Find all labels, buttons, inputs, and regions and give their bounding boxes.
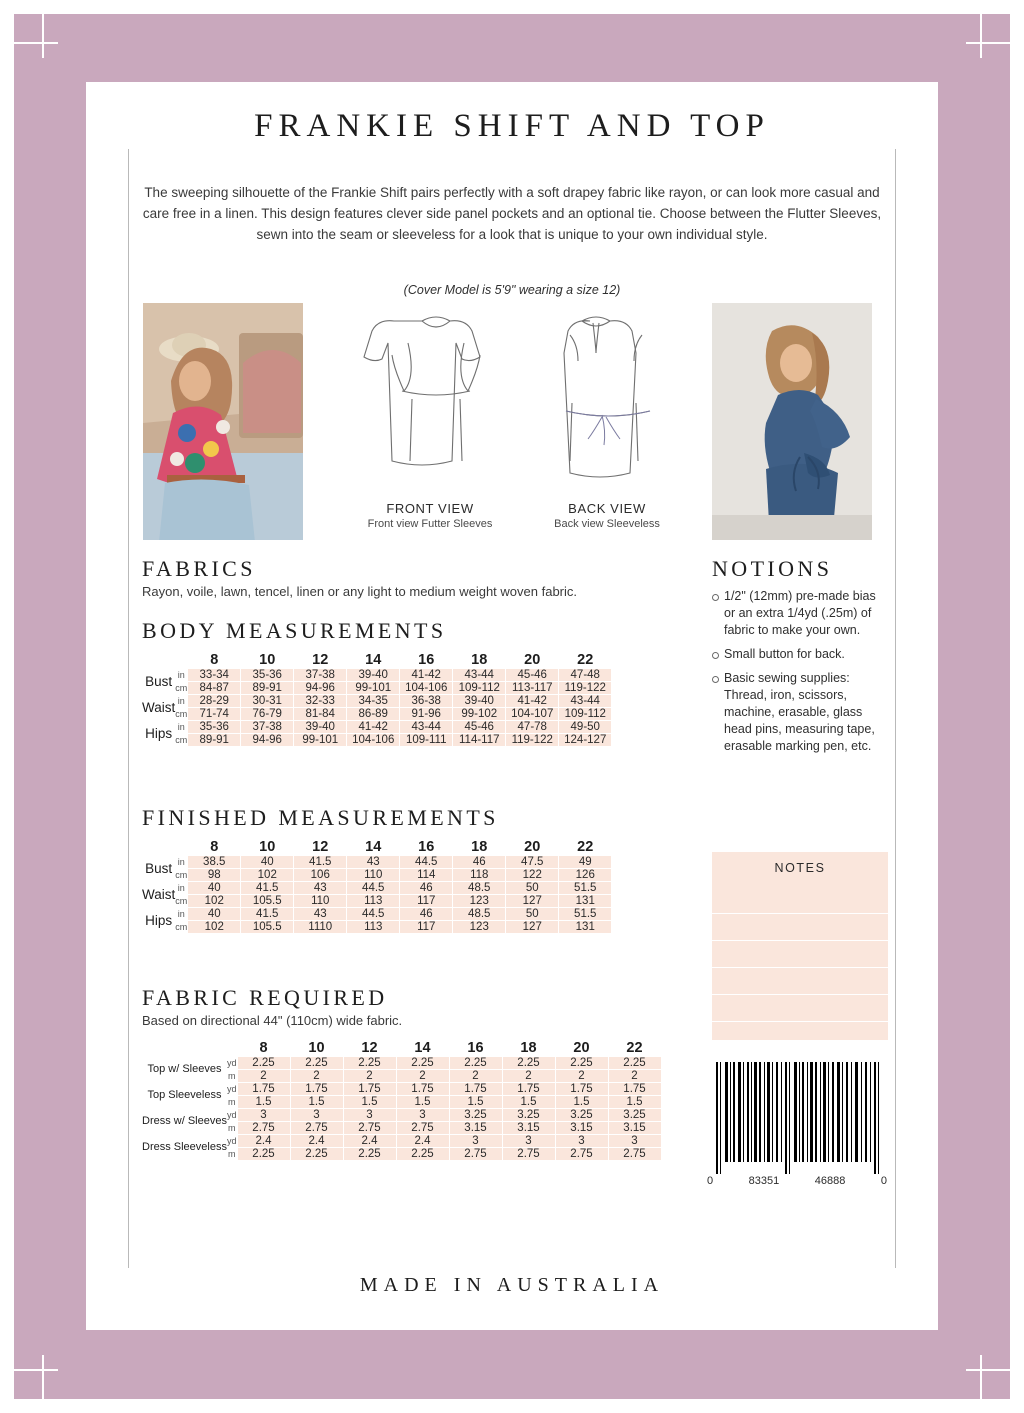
cell: 3 [343, 1109, 396, 1122]
table-row [142, 1135, 661, 1148]
size-header: 14 [365, 839, 382, 855]
crop-mark-bl-h [14, 1369, 58, 1371]
cell: 2.75 [608, 1148, 661, 1161]
cell: 106 [294, 869, 347, 882]
cell: 32-33 [294, 695, 347, 708]
cell: 2.75 [290, 1122, 343, 1135]
cell: 37-38 [241, 721, 294, 734]
cell: 127 [506, 921, 559, 934]
cell: 2.4 [396, 1135, 449, 1148]
cell: 98 [188, 869, 241, 882]
cell: 114-117 [453, 734, 506, 747]
cell: 34-35 [347, 695, 400, 708]
front-view-sublabel: Front view Futter Sleeves [367, 518, 493, 530]
cell: 1.75 [502, 1083, 555, 1096]
cell: 2.25 [555, 1057, 608, 1070]
notes-line [712, 887, 888, 914]
size-header: 16 [418, 652, 435, 668]
cell: 124-127 [559, 734, 612, 747]
cell: 1.75 [396, 1083, 449, 1096]
unit-label: cm [175, 683, 188, 693]
cell: 1.5 [608, 1096, 661, 1109]
cell: 126 [559, 869, 612, 882]
table-row [142, 921, 612, 934]
crop-mark-tr-h [966, 42, 1010, 44]
cell: 43 [347, 856, 400, 869]
cell: 38.5 [188, 856, 241, 869]
size-header: 10 [259, 652, 276, 668]
cell: 76-79 [241, 708, 294, 721]
table-header-row [142, 652, 612, 669]
cell: 89-91 [241, 682, 294, 695]
cell: 1.75 [555, 1083, 608, 1096]
unit-label: m [227, 1123, 236, 1133]
cell: 1.5 [237, 1096, 290, 1109]
cell: 94-96 [294, 682, 347, 695]
cell: 37-38 [294, 669, 347, 682]
cell: 109-111 [400, 734, 453, 747]
unit-label: in [177, 696, 185, 706]
cell: 91-96 [400, 708, 453, 721]
row-label: Waist [142, 887, 176, 902]
cell: 99-101 [294, 734, 347, 747]
size-header: 8 [259, 1040, 268, 1056]
cell: 35-36 [188, 721, 241, 734]
cell: 2.75 [555, 1148, 608, 1161]
size-header: 14 [365, 652, 382, 668]
cell: 30-31 [241, 695, 294, 708]
cell: 3 [608, 1135, 661, 1148]
cell: 2.75 [502, 1148, 555, 1161]
cell: 1.5 [396, 1096, 449, 1109]
table-row [142, 708, 612, 721]
size-header: 20 [573, 1040, 590, 1056]
barcode-group-1: 83351 [748, 1175, 780, 1187]
cell: 51.5 [559, 908, 612, 921]
cell: 81-84 [294, 708, 347, 721]
row-label: Bust [145, 861, 173, 876]
cell: 1.75 [237, 1083, 290, 1096]
cell: 123 [453, 921, 506, 934]
fabric-required-heading: FABRIC REQUIRED [142, 985, 388, 1010]
cell: 2.75 [396, 1122, 449, 1135]
table-header-row [142, 839, 612, 856]
row-label: Top w/ Sleeves [147, 1063, 222, 1075]
unit-label: cm [175, 735, 188, 745]
table-row [142, 695, 612, 708]
back-view-sublabel: Back view Sleeveless [554, 518, 660, 530]
cell: 28-29 [188, 695, 241, 708]
notions-item: 1/2" (12mm) pre-made bias or an extra 1/4yd (.25m) of fabric to make your own. [712, 588, 888, 639]
cell: 3 [290, 1109, 343, 1122]
notions-item: Basic sewing supplies: Thread, iron, scissors, machine, erasable, glass head pins, measuring tape, erasable marking pen, etc. [712, 670, 888, 755]
row-label: Waist [142, 700, 176, 715]
cell: 117 [400, 895, 453, 908]
cell: 2 [555, 1070, 608, 1083]
cell: 2 [290, 1070, 343, 1083]
unit-label: in [177, 909, 185, 919]
cell: 1.5 [555, 1096, 608, 1109]
table-row [142, 734, 612, 747]
cell: 119-122 [506, 734, 559, 747]
cell: 3.25 [502, 1109, 555, 1122]
cell: 123 [453, 895, 506, 908]
cell: 3 [555, 1135, 608, 1148]
cell: 1.75 [608, 1083, 661, 1096]
footer-container [128, 1268, 896, 1302]
made-in-australia-text: MADE IN AUSTRALIA [338, 1274, 686, 1297]
front-view-caption [355, 501, 505, 530]
table-row [142, 1057, 661, 1070]
notes-lines [712, 887, 888, 1022]
unit-label: in [177, 883, 185, 893]
notions-list [712, 588, 888, 755]
size-header: 8 [210, 839, 219, 855]
table-row [142, 1083, 661, 1096]
cell: 48.5 [453, 908, 506, 921]
table-row [142, 908, 612, 921]
cell: 36-38 [400, 695, 453, 708]
cell: 1.5 [343, 1096, 396, 1109]
cell: 41-42 [506, 695, 559, 708]
cell: 44.5 [347, 908, 400, 921]
cell: 39-40 [453, 695, 506, 708]
cell: 2.25 [290, 1148, 343, 1161]
size-header: 8 [210, 652, 219, 668]
notes-line [712, 995, 888, 1022]
cell: 113 [347, 895, 400, 908]
finished-measurements-section [142, 805, 612, 934]
cell: 1.5 [290, 1096, 343, 1109]
notes-line [712, 968, 888, 995]
unit-label: in [177, 857, 185, 867]
cell: 1.75 [449, 1083, 502, 1096]
cell: 45-46 [506, 669, 559, 682]
finished-measurements-heading: FINISHED MEASUREMENTS [142, 805, 499, 830]
cell: 2 [237, 1070, 290, 1083]
cell: 102 [241, 869, 294, 882]
crop-mark-bl-v [42, 1355, 44, 1399]
cell: 131 [559, 895, 612, 908]
unit-label: m [227, 1097, 236, 1107]
cell: 48.5 [453, 882, 506, 895]
cell: 49-50 [559, 721, 612, 734]
finished-measurements-table [142, 839, 612, 934]
size-header: 10 [308, 1040, 325, 1056]
unit-label: cm [175, 922, 188, 932]
page-title-container [128, 103, 896, 149]
cell: 35-36 [241, 669, 294, 682]
cell: 2.25 [608, 1057, 661, 1070]
size-header: 10 [259, 839, 276, 855]
size-header: 14 [414, 1040, 431, 1056]
cell: 2 [343, 1070, 396, 1083]
cell: 45-46 [453, 721, 506, 734]
notes-label: NOTES [774, 861, 826, 875]
notions-section [712, 556, 888, 762]
cell: 3.15 [555, 1122, 608, 1135]
notes-box [712, 852, 888, 1040]
cell: 113 [347, 921, 400, 934]
cell: 2 [449, 1070, 502, 1083]
cover-model-note: (Cover Model is 5'9" wearing a size 12) [403, 283, 621, 297]
cell: 109-112 [453, 682, 506, 695]
cell: 40 [188, 908, 241, 921]
cell: 2.75 [237, 1122, 290, 1135]
cell: 3.25 [608, 1109, 661, 1122]
size-header: 16 [418, 839, 435, 855]
cell: 113-117 [506, 682, 559, 695]
fabrics-text: Rayon, voile, lawn, tencel, linen or any light to medium weight woven fabric. [142, 584, 577, 599]
cell: 43-44 [453, 669, 506, 682]
unit-label: in [177, 670, 185, 680]
cell: 2.25 [502, 1057, 555, 1070]
cell: 49 [559, 856, 612, 869]
cell: 2.4 [237, 1135, 290, 1148]
fabrics-heading: FABRICS [142, 556, 256, 581]
size-header: 16 [467, 1040, 484, 1056]
unit-label: yd [226, 1084, 237, 1094]
cell: 3.25 [555, 1109, 608, 1122]
cell: 114 [400, 869, 453, 882]
row-label: Hips [145, 726, 173, 741]
size-header: 18 [471, 652, 488, 668]
front-view-label: FRONT VIEW [386, 501, 474, 516]
unit-label: yd [226, 1136, 237, 1146]
cell: 131 [559, 921, 612, 934]
cell: 2.25 [290, 1057, 343, 1070]
size-header: 12 [361, 1040, 378, 1056]
row-label: Dress w/ Sleeves [142, 1115, 227, 1127]
cell: 110 [294, 895, 347, 908]
cell: 3.15 [502, 1122, 555, 1135]
cell: 33-34 [188, 669, 241, 682]
notions-item: Small button for back. [712, 646, 888, 663]
unit-label: m [227, 1071, 236, 1081]
barcode-left-digit: 0 [707, 1175, 714, 1187]
unit-label: cm [175, 709, 188, 719]
cell: 2 [502, 1070, 555, 1083]
table-header-row [142, 1040, 661, 1057]
cell: 102 [188, 921, 241, 934]
unit-label: cm [175, 870, 188, 880]
cell: 46 [400, 908, 453, 921]
cell: 2.25 [237, 1057, 290, 1070]
cell: 47-48 [559, 669, 612, 682]
table-row [142, 1109, 661, 1122]
table-row [142, 882, 612, 895]
body-measurements-table [142, 652, 612, 747]
unit-label: yd [226, 1058, 237, 1068]
fabric-required-note: Based on directional 44" (110cm) wide fabric. [142, 1013, 403, 1028]
cell: 46 [453, 856, 506, 869]
crop-mark-tl-v [42, 14, 44, 58]
body-measurements-section [142, 618, 612, 747]
cell: 44.5 [347, 882, 400, 895]
cell: 109-112 [559, 708, 612, 721]
cell: 41.5 [241, 882, 294, 895]
cell: 2.25 [396, 1148, 449, 1161]
crop-mark-br-v [980, 1355, 982, 1399]
unit-label: cm [175, 896, 188, 906]
cell: 104-107 [506, 708, 559, 721]
crop-mark-br-h [966, 1369, 1010, 1371]
cell: 102 [188, 895, 241, 908]
fabric-required-section [142, 985, 662, 1161]
body-measurements-heading: BODY MEASUREMENTS [142, 618, 447, 643]
size-header: 22 [626, 1040, 643, 1056]
size-header: 12 [312, 652, 329, 668]
cell: 2 [608, 1070, 661, 1083]
cell: 41-42 [347, 721, 400, 734]
size-header: 18 [471, 839, 488, 855]
cell: 41.5 [294, 856, 347, 869]
cell: 99-102 [453, 708, 506, 721]
cell: 94-96 [241, 734, 294, 747]
unit-label: m [227, 1149, 236, 1159]
cell: 122 [506, 869, 559, 882]
cell: 105.5 [241, 921, 294, 934]
cell: 39-40 [294, 721, 347, 734]
row-label: Dress Sleeveless [142, 1141, 227, 1153]
cell: 41.5 [241, 908, 294, 921]
cell: 39-40 [347, 669, 400, 682]
cell: 2.25 [396, 1057, 449, 1070]
cell: 2.75 [449, 1148, 502, 1161]
intro-paragraph: The sweeping silhouette of the Frankie Shift pairs perfectly with a soft drapey fabric like rayon, or can look more casual and care free in a linen. This design features clever side panel pockets and an optional tie. Choose between the Flutter Sleeves, sewn into the seam or sleeveless for a look that is unique to your own individual style. [142, 185, 882, 242]
barcode-numbers [706, 1175, 888, 1187]
cell: 51.5 [559, 882, 612, 895]
cell: 110 [347, 869, 400, 882]
cell: 50 [506, 882, 559, 895]
cell: 1.5 [502, 1096, 555, 1109]
size-header: 18 [520, 1040, 537, 1056]
cell: 3 [502, 1135, 555, 1148]
cell: 2.4 [290, 1135, 343, 1148]
model-photo-floral-top [143, 303, 303, 540]
cell: 3.15 [608, 1122, 661, 1135]
cell: 1110 [294, 921, 347, 934]
cell: 46 [400, 882, 453, 895]
cell: 43 [294, 882, 347, 895]
table-row [142, 669, 612, 682]
notes-line [712, 941, 888, 968]
back-view-caption [532, 501, 682, 530]
cell: 127 [506, 895, 559, 908]
unit-label: in [177, 722, 185, 732]
cell: 3 [396, 1109, 449, 1122]
cell: 3 [449, 1135, 502, 1148]
cell: 50 [506, 908, 559, 921]
cell: 3.25 [449, 1109, 502, 1122]
cell: 2.25 [237, 1148, 290, 1161]
cell: 47.5 [506, 856, 559, 869]
cell: 84-87 [188, 682, 241, 695]
crop-mark-tr-v [980, 14, 982, 58]
unit-label: yd [226, 1110, 237, 1120]
size-header: 20 [524, 839, 541, 855]
cell: 104-106 [400, 682, 453, 695]
table-row [142, 682, 612, 695]
barcode-group-2: 46888 [814, 1175, 846, 1187]
cell: 2.4 [343, 1135, 396, 1148]
row-label: Hips [145, 913, 173, 928]
cell: 3 [237, 1109, 290, 1122]
barcode-right-digit: 0 [880, 1175, 887, 1187]
barcode-bars [706, 1062, 888, 1174]
cell: 105.5 [241, 895, 294, 908]
barcode [706, 1062, 888, 1200]
model-photo-denim-dress [712, 303, 872, 540]
cell: 3.15 [449, 1122, 502, 1135]
cell: 1.75 [343, 1083, 396, 1096]
back-view-label: BACK VIEW [568, 501, 646, 516]
crop-mark-tl-h [14, 42, 58, 44]
cell: 104-106 [347, 734, 400, 747]
cell: 40 [241, 856, 294, 869]
size-header: 12 [312, 839, 329, 855]
size-header: 22 [577, 839, 594, 855]
notions-heading: NOTIONS [712, 556, 833, 581]
cell: 43 [294, 908, 347, 921]
cell: 44.5 [400, 856, 453, 869]
table-row [142, 721, 612, 734]
cell: 119-122 [559, 682, 612, 695]
cell: 1.75 [290, 1083, 343, 1096]
fabrics-section [142, 556, 682, 599]
table-row [142, 895, 612, 908]
notes-line [712, 914, 888, 941]
table-row [142, 856, 612, 869]
row-label: Bust [145, 674, 173, 689]
table-row [142, 869, 612, 882]
cell: 118 [453, 869, 506, 882]
cell: 43-44 [400, 721, 453, 734]
page-title: FRANKIE SHIFT AND TOP [232, 108, 792, 145]
cell: 2.25 [343, 1057, 396, 1070]
cell: 47-78 [506, 721, 559, 734]
size-header: 20 [524, 652, 541, 668]
cell: 40 [188, 882, 241, 895]
cell: 1.5 [449, 1096, 502, 1109]
fabric-required-table [142, 1040, 662, 1161]
cell: 41-42 [400, 669, 453, 682]
cell: 2.25 [449, 1057, 502, 1070]
row-label: Top Sleeveless [147, 1089, 222, 1101]
cell: 2.25 [343, 1148, 396, 1161]
cell: 89-91 [188, 734, 241, 747]
cell: 117 [400, 921, 453, 934]
cell: 2.75 [343, 1122, 396, 1135]
size-header: 22 [577, 652, 594, 668]
cell: 71-74 [188, 708, 241, 721]
cell: 2 [396, 1070, 449, 1083]
cell: 43-44 [559, 695, 612, 708]
cell: 86-89 [347, 708, 400, 721]
cell: 99-101 [347, 682, 400, 695]
